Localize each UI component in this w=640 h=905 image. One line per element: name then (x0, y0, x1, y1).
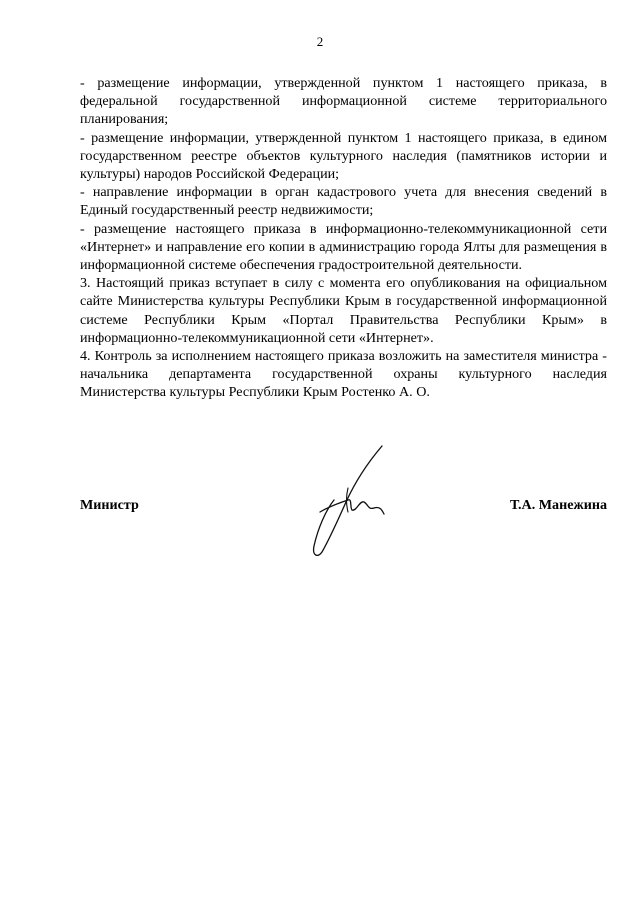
paragraph-internet-publication: - размещение настоящего приказа в информационно-телекоммуникационной сети «Интернет» и направление его копии в администрацию города Ялты для размещения в информационной системе обеспечения градостроительной деятельности. (80, 220, 607, 274)
signer-name: Т.А. Манежина (510, 497, 607, 513)
paragraph-federal-system: - размещение информации, утвержденной пунктом 1 настоящего приказа, в федеральной государственной информационной системе территориального планирования; (80, 75, 607, 128)
paragraph-cadastral: - направление информации в орган кадастрового учета для внесения сведений в Единый государственный реестр недвижимости; (80, 184, 607, 219)
handwritten-signature (290, 440, 400, 560)
document-body (80, 74, 607, 402)
paragraph-effective-date: 3. Настоящий приказ вступает в силу с момента его опубликования на официальном сайте Министерства культуры Республики Крым в государственной информационной системе Республики Крым «Портал Правительства Республики Крым» в информационно-телекоммуникационной сети «Интернет». (80, 275, 607, 346)
page-number: 2 (316, 34, 324, 49)
paragraph-heritage-registry: - размещение информации, утвержденной пунктом 1 настоящего приказа, в едином государственном реестре объектов культурного наследия (памятников истории и культуры) народов Российской Федерации; (80, 129, 607, 183)
paragraph-control: 4. Контроль за исполнением настоящего приказа возложить на заместителя министра - начальника департамента государственной охраны культурного наследия Министерства культуры Республики Крым Ростенко А. О. (80, 348, 607, 401)
signer-title: Министр (80, 497, 139, 513)
